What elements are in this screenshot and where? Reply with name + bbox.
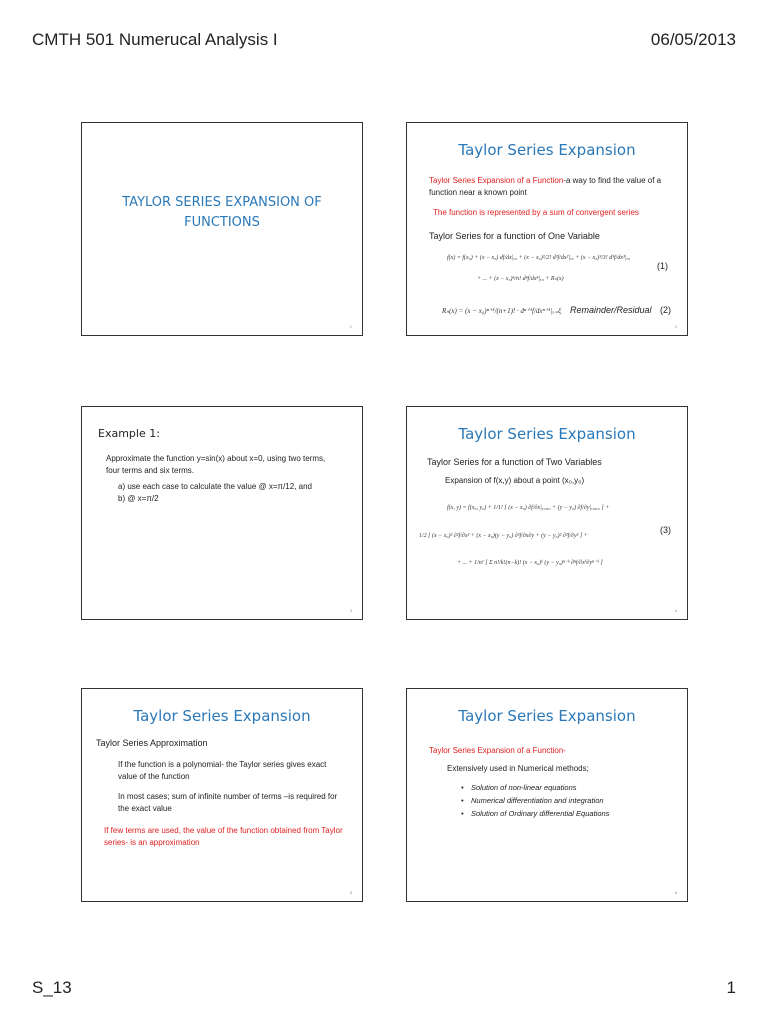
list-item: • Solution of non-linear equations [461, 781, 609, 794]
equation-number-3: (3) [660, 525, 671, 535]
slide-6-line-2: Extensively used in Numerical methods; [447, 764, 589, 773]
list-item: • Numerical differentiation and integration [461, 794, 609, 807]
slide-2 [406, 122, 688, 336]
formula-1-line-2: + ... + (x − x₀)ⁿ/n! dⁿf/dxⁿ|ₓ₀ + Rₙ(x) [477, 276, 564, 282]
slide-6 [406, 688, 688, 902]
slide-number: 6 [674, 890, 677, 895]
slide-3 [81, 406, 363, 620]
remainder-label: Remainder/Residual [570, 305, 652, 315]
slide-5-paragraph-1: If the function is a polynomial- the Taylor series gives exact value of the function [118, 760, 327, 781]
formula-2: Rₙ(x) = (x − x₀)ⁿ⁺¹/(n+1)! · dⁿ⁺¹f/dxⁿ⁺¹|ₓ₌ξ [442, 307, 562, 315]
slide-5-title: Taylor Series Expansion [133, 707, 311, 725]
slide-5-subheading: Taylor Series Approximation [96, 738, 208, 748]
slide-3-line-2: a) use each case to calculate the value @ x=π/12, and [118, 482, 312, 491]
formula-3-line-3: + ... + 1/n! [ Σ n!/k!(n−k)! (x − x₀)ᵏ (y − y₀)ⁿ⁻ᵏ ∂ⁿf/∂xᵏ∂yⁿ⁻ᵏ ] [457, 560, 603, 566]
slide-4-title: Taylor Series Expansion [458, 425, 636, 443]
slide-2-intro: Taylor Series Expansion of a Function-a way to find the value of a function near a known point [429, 176, 662, 197]
slide-number: 5 [349, 890, 352, 895]
formula-3-line-2: 1/2 [ (x − x₀)² ∂²f/∂x² + (x − x₀)(y − y₀) ∂²f/∂x∂y + (y − y₀)² ∂²f/∂y² ] + [419, 533, 588, 539]
slide-2-red-line: The function is represented by a sum of convergent series [433, 208, 639, 217]
footer-page-number: 1 [726, 978, 736, 997]
slide-2-subheading: Taylor Series for a function of One Variable [429, 231, 600, 241]
slide-4-subheading: Taylor Series for a function of Two Variables [427, 457, 602, 467]
formula-3-line-1: f(x, y) = f(x₀, y₀) + 1/1! [ (x − x₀) ∂f/∂x|ₓ₀,ᵧ₀ + (y − y₀) ∂f/∂y|ₓ₀,ᵧ₀ ] + [447, 505, 610, 511]
slide-1 [81, 122, 363, 336]
slide-3-line-1: Approximate the function y=sin(x) about x=0, using two terms, four terms and six terms. [106, 454, 326, 475]
slide-5 [81, 688, 363, 902]
slide-3-title: Example 1: [98, 427, 160, 440]
slide-6-red-line: Taylor Series Expansion of a Function- [429, 746, 566, 755]
slide-5-red-paragraph: If few terms are used, the value of the function obtained from Taylor series- is an approximation [104, 826, 343, 847]
slide-4 [406, 406, 688, 620]
document-date: 06/05/2013 [650, 30, 736, 49]
formula-1-line-1: f(x) = f(x₀) + (x − x₀) df/dx|ₓ₀ + (x − x₀)²/2! d²f/dx²|ₓ₀ + (x − x₀)³/3! d³f/dx³|ₓ₀ [447, 255, 631, 261]
footer-section-label: S_13 [32, 978, 72, 997]
document-title: CMTH 501 Numerucal Analysis I [32, 30, 278, 49]
slide-number: 2 [674, 324, 677, 329]
list-item: • Solution of Ordinary differential Equations [461, 807, 609, 820]
slide-3-line-3: b) @ x=π/2 [118, 494, 159, 503]
slide-4-expansion-point: Expansion of f(x,y) about a point (x₀,y₀) [445, 476, 585, 485]
equation-number-2: (2) [660, 305, 671, 315]
equation-number-1: (1) [657, 261, 668, 271]
slide-number: 3 [349, 608, 352, 613]
slide-2-title: Taylor Series Expansion [458, 141, 636, 159]
slide-6-title: Taylor Series Expansion [458, 707, 636, 725]
slide-5-paragraph-2: In most cases; sum of infinite number of terms –is required for the exact value [118, 792, 338, 813]
slide-number: 1 [349, 324, 352, 329]
slide-number: 4 [674, 608, 677, 613]
slide-1-title: TAYLOR SERIES EXPANSION OF FUNCTIONS [122, 195, 322, 230]
slide-6-bullet-list [461, 781, 609, 820]
